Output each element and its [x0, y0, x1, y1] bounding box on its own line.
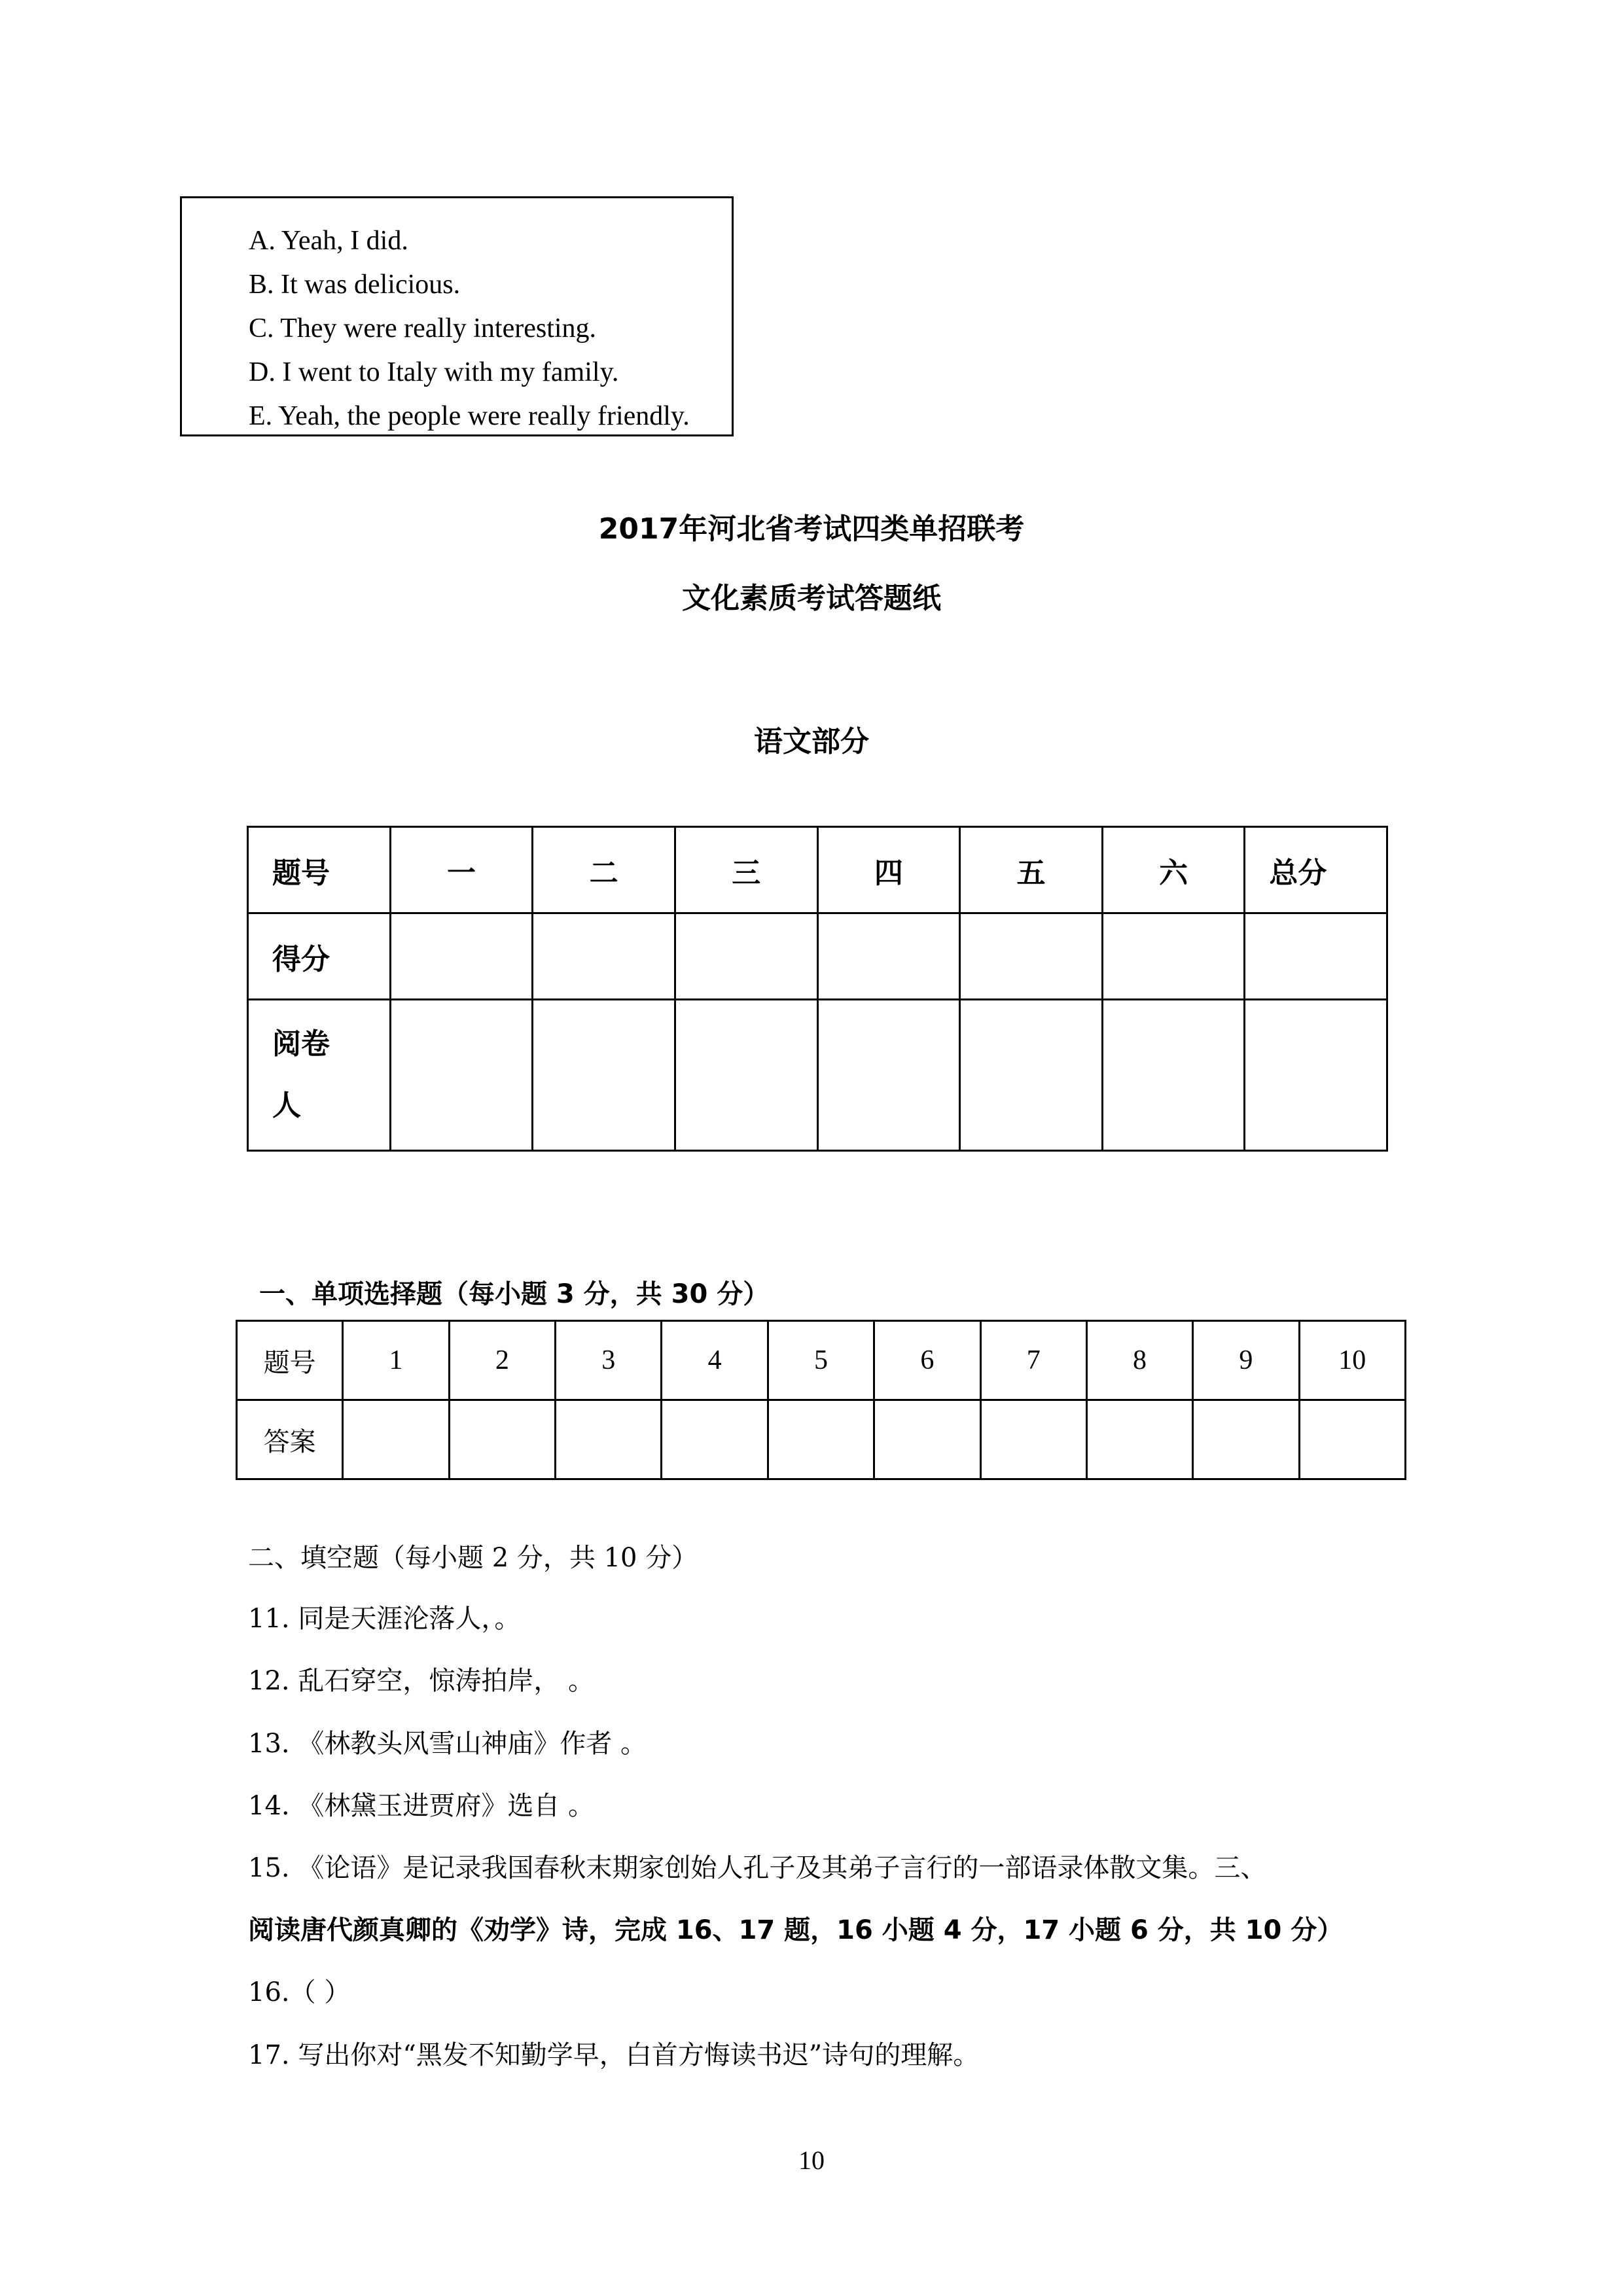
option-a: A. Yeah, I did.	[249, 226, 408, 256]
score-header-label: 题号	[248, 827, 391, 913]
question-14: 14. 《林黛玉进贾府》选自 。	[248, 1791, 595, 1821]
score-col-6: 六	[1102, 827, 1245, 913]
mc-answer-row	[237, 1400, 1406, 1479]
mc-header-label: 题号	[237, 1321, 343, 1400]
mc-answer-cell[interactable]	[449, 1400, 555, 1479]
score-cell[interactable]	[1102, 913, 1245, 1000]
score-cell[interactable]	[817, 913, 960, 1000]
mc-answer-cell[interactable]	[874, 1400, 980, 1479]
option-b: B. It was delicious.	[249, 270, 461, 300]
grader-cell[interactable]	[1245, 1000, 1387, 1151]
score-col-5: 五	[960, 827, 1103, 913]
mc-answer-cell[interactable]	[1086, 1400, 1192, 1479]
mc-answer-cell[interactable]	[1299, 1400, 1405, 1479]
score-cell[interactable]	[1245, 913, 1387, 1000]
score-cell[interactable]	[675, 913, 817, 1000]
exam-title: 2017年河北省考试四类单招联考	[598, 512, 1025, 546]
grader-label-line1: 阅卷	[272, 1027, 330, 1061]
score-cell[interactable]	[533, 913, 675, 1000]
grader-cell[interactable]	[817, 1000, 960, 1151]
page-number: 10	[798, 2146, 825, 2175]
option-c: C. They were really interesting.	[249, 313, 597, 344]
mc-answer-cell[interactable]	[343, 1400, 449, 1479]
score-cell[interactable]	[960, 913, 1103, 1000]
score-table	[247, 826, 1388, 1152]
question-13: 13. 《林教头风雪山神庙》作者 。	[248, 1729, 647, 1759]
mc-number: 3	[556, 1321, 662, 1400]
mc-number: 7	[980, 1321, 1086, 1400]
mc-answer-cell[interactable]	[980, 1400, 1086, 1479]
score-table-header-row	[248, 827, 1387, 913]
mc-answer-cell[interactable]	[768, 1400, 874, 1479]
grader-cell[interactable]	[390, 1000, 533, 1151]
section3-title: 阅读唐代颜真卿的《劝学》诗，完成 16、17 题，16 小题 4 分，17 小题 6 分，共 10 分）	[248, 1915, 1344, 1945]
grader-row-label	[248, 1000, 391, 1151]
question-15: 15. 《论语》是记录我国春秋末期家创始人孔子及其弟子言行的一部语录体散文集。三、	[248, 1853, 1267, 1883]
mc-answer-cell[interactable]	[662, 1400, 768, 1479]
question-17: 17. 写出你对“黑发不知勤学早，白首方悔读书迟”诗句的理解。	[248, 2040, 980, 2070]
grader-label-line2: 人	[272, 1089, 301, 1122]
option-d: D. I went to Italy with my family.	[249, 357, 619, 387]
mc-answer-cell[interactable]	[556, 1400, 662, 1479]
score-row	[248, 913, 1387, 1000]
mc-number: 6	[874, 1321, 980, 1400]
mc-answer-label: 答案	[237, 1400, 343, 1479]
grader-cell[interactable]	[675, 1000, 817, 1151]
english-options-box	[180, 196, 734, 436]
grader-cell[interactable]	[1102, 1000, 1245, 1151]
score-col-4: 四	[817, 827, 960, 913]
score-col-2: 二	[533, 827, 675, 913]
mc-number: 10	[1299, 1321, 1405, 1400]
question-11: 11. 同是天涯沦落人，。	[248, 1604, 521, 1634]
score-col-3: 三	[675, 827, 817, 913]
question-12: 12. 乱石穿空，惊涛拍岸， 。	[248, 1666, 595, 1696]
score-row-label: 得分	[248, 913, 391, 1000]
section-title: 语文部分	[754, 725, 869, 758]
grader-cell[interactable]	[533, 1000, 675, 1151]
grader-row	[248, 1000, 1387, 1151]
answer-sheet-title: 文化素质考试答题纸	[682, 582, 941, 615]
mc-number: 4	[662, 1321, 768, 1400]
score-cell[interactable]	[390, 913, 533, 1000]
mc-number: 1	[343, 1321, 449, 1400]
score-col-total: 总分	[1245, 827, 1387, 913]
mc-number: 2	[449, 1321, 555, 1400]
section1-title: 一、单项选择题（每小题 3 分，共 30 分）	[259, 1279, 770, 1309]
score-col-1: 一	[390, 827, 533, 913]
grader-cell[interactable]	[960, 1000, 1103, 1151]
question-16: 16.（ ）	[248, 1977, 351, 2007]
mc-number: 9	[1193, 1321, 1299, 1400]
mc-number: 8	[1086, 1321, 1192, 1400]
mc-answer-cell[interactable]	[1193, 1400, 1299, 1479]
mc-number: 5	[768, 1321, 874, 1400]
section2-title: 二、填空题（每小题 2 分，共 10 分）	[248, 1543, 698, 1573]
mc-header-row	[237, 1321, 1406, 1400]
option-e: E. Yeah, the people were really friendly.	[249, 401, 690, 431]
multiple-choice-table	[236, 1320, 1406, 1480]
